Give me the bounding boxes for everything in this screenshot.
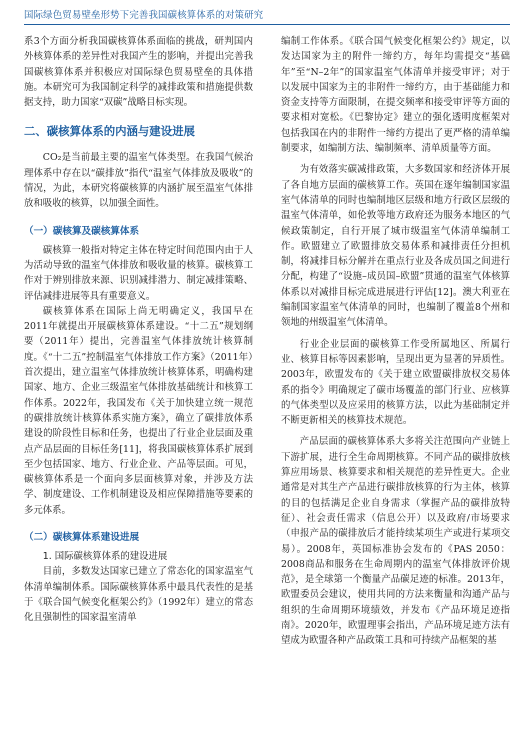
paragraph-international-progress: 目前，多数发达国家已建立了常态化的国家温室气体清单编制体系。国际碳核算体系中最具代表性的是基于《联合国气候变化框架公约》（1992年）建立的常态化且强制性的国家温室清单 <box>24 566 253 624</box>
paragraph-carbon-accounting-history: 碳核算体系在国际上尚无明确定义，我国早在2011年就提出开展碳核算体系建设。“十二五”规划纲要（2011年）提出，完善温室气体排放统计核算制度。《“十二五”控制温室气体排放工作方案》（2011年）首次提出，建立温室气体排放统计核算体系，明确构建国家、地方、企业三级温室气体排放基础统计和核算工作体系。2022年，我国发布《关于加快建立统一规范的碳排放统计核算体系实施方案》，确立了碳排放体系建设的阶段性目标和任务，也提出了行业企业层面及重点产品层面的目标任务[11]，将我国碳核算体系扩展到至少包括国家、地方、行业企业、产品等层面。可见，碳核算体系是一个面向多层面核算对象，并涉及方法学、制度建设、工作机制建设及相应保障措施等要素的多元体系。 <box>24 305 253 516</box>
paragraph-unfccc: 编制工作体系。《联合国气候变化框架公约》规定，以发达国家为主的附件一缔约方，每年均需提交“基础年”至“N–2年”的国家温室气体清单并接受审评；对于以发展中国家为主的非附件一缔约方，由于基础能力和资金支持等方面限制，在提交频率和接受审评等方面的要求相对宽松。《巴黎协定》建立的强化透明度框架对包括我国在内的非附件一缔约方提出了更严格的清单编制要求，如编制方法、编制频率、清单质量等方面。 <box>281 36 510 155</box>
subsection-2-1-heading: 1. 国际碳核算体系的建设进展 <box>42 551 168 563</box>
paragraph-carbon-accounting-definition: 碳核算一般指对特定主体在特定时间范围内由于人为活动导致的温室气体排放和吸收量的核算。碳核算工作对于辨别排放来源、识别减排潜力、制定减排策略、评估减排进展等具有重要意义。 <box>24 244 253 302</box>
paragraph-product-accounting: 产品层面的碳核算体系大多将关注范围向产业链上下游扩展，进行全生命周期核算。不同产品的碳排放核算应用场景、核算要求和相关规范的差异性更大。企业通常是对其生产产品进行碳排放核算的行为主体，核算的目的包括满足企业自身需求（掌握产品的碳排放特征）、社会责任需求（信息公开）以及政府/市场要求（申报产品的碳排放后才能持续某项生产或进行某项交易）。2008年，英国标准协会发布的《PAS 2050：2008商品和服务在生命周期内的温室气体排放评价规范》，是全球第一个衡量产品碳足迹的标准。2013年，欧盟委员会建议，使用共同的方法来衡量和沟通产品与组织的生命周期环境绩效，并发布《产品环境足迹指南》。2020年，欧盟理事会指出，产品环境足迹方法有望成为欧盟各种产品政策工具和可持续产品框架的基 <box>281 436 510 647</box>
subsection-2-heading: （二）碳核算体系建设进展 <box>24 532 140 544</box>
paragraph-intro: 系3个方面分析我国碳核算体系面临的挑战，研判国内外核算体系的差异性对我国产生的影响，并提出完善我国碳核算体系并积极应对国际绿色贸易壁垒的具体措施。本研究可为我国制定科学的减排政策和措施提供数据支持，助力国家“双碳”战略目标实现。 <box>24 36 253 109</box>
paragraph-co2: CO₂是当前最主要的温室气体类型。在我国气候治理体系中存在以“碳排放”指代“温室气体排放及吸收”的情况，为此，本研究将碳核算的内涵扩展至温室气体排放和吸收的核算，以加强全面性。 <box>24 152 253 210</box>
running-head-title: 国际绿色贸易壁垒形势下完善我国碳核算体系的对策研究 <box>24 10 264 21</box>
section-2-heading: 二、碳核算体系的内涵与建设进展 <box>24 124 195 139</box>
header-rule <box>24 24 510 25</box>
subsection-1-heading: （一）碳核算及碳核算体系 <box>24 225 140 237</box>
right-column <box>281 34 510 649</box>
paragraph-enterprise-accounting: 行业企业层面的碳核算工作受所属地区、所属行业、核算目标等因素影响，呈现出更为显著的异质性。2003年，欧盟发布的《关于建立欧盟碳排放权交易体系的指令》明确规定了碳市场覆盖的部门行业、应核算的气体类型以及应采用的核算方法，以此为基础制定并不断更新相关的核算技术规范。 <box>281 338 510 427</box>
left-column <box>24 34 253 626</box>
paragraph-regional-accounting: 为有效落实碳减排政策，大多数国家和经济体开展了各自地方层面的碳核算工作。英国在逐年编制国家温室气体清单的同时也编制地区层级和地方行政区层级的温室气体清单，如伦敦等地方政府还为服务本地区的气候政策制定，自行开展了城市级温室气体清单编制工作。欧盟建立了欧盟排放交易体系和减排责任分担机制，将减排目标分解并在重点行业及各成员国之间进行分配，构建了“设施–成员国–欧盟”贯通的温室气体核算体系以对减排目标完成进展进行评估[12]。澳大利亚在编制国家温室气体清单的同时，也编制了覆盖8个州和领地的州级温室气体清单。 <box>281 164 510 329</box>
